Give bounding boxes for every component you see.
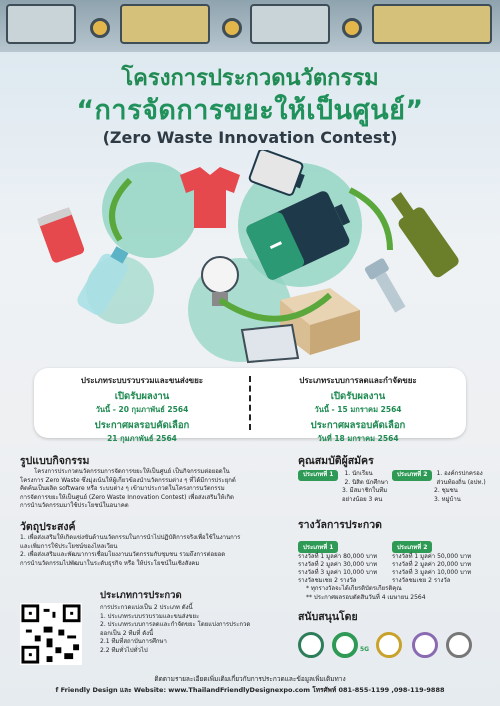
dates-left-open-label: เปิดรับผลงาน [114, 391, 170, 402]
prize-line: รางวัลชมเชย 2 รางวัล [392, 577, 451, 584]
prizes-title: รางวัลการประกวด [298, 519, 382, 531]
prize-note: * ทุกรางวัลจะได้เกียรติบัตรเกียรติคุณ [306, 585, 402, 592]
prizes-type1-badge: ประเภทที่ 1 [298, 541, 338, 553]
prize-line: รางวัลที่ 1 มูลค่า 50,000 บาท [392, 553, 472, 560]
qualification-title: คุณสมบัติผู้สมัคร [298, 455, 374, 467]
contest-type-line: 2.1 ทีมที่สถาบันการศึกษา [100, 638, 167, 645]
prize-line: รางวัลที่ 2 มูลค่า 20,000 บาท [392, 561, 472, 568]
prize-line: รางวัลชมเชย 2 รางวัล [298, 577, 357, 584]
sponsor-logo [332, 632, 358, 658]
sponsor-logo [376, 632, 402, 658]
dates-left-column [42, 374, 242, 445]
activity-line: โครงการ Zero Waste ซึ่งมุ่งเน้นให้ผู้เกี่ยวข้องนำนวัตกรรมต่าง ๆ ที่ได้มีการประยุกต์ [20, 476, 236, 484]
qualification-type1 [298, 470, 390, 504]
footer-line2: f Friendly Design และ Website: www.ThailandFriendlyDesignexpo.com โทรศัพท์ 081-855-1199 ,098-119-9888 [55, 686, 445, 694]
can-icon [37, 207, 85, 264]
contest-type-line: การประกวดแบ่งเป็น 2 ประเภท ดังนี้ [100, 604, 193, 611]
activity-line: การจัดการขยะให้เป็นศูนย์ (Zero Waste Innovation Contest) เพื่อส่งเสริมให้เกิด [20, 493, 234, 501]
prize-line: รางวัลที่ 2 มูลค่า 30,000 บาท [298, 561, 378, 568]
machine-illustration [372, 4, 492, 44]
title-line3: (Zero Waste Innovation Contest) [102, 128, 398, 147]
sponsors-title: สนับสนุนโดย [298, 611, 358, 623]
sponsor-logo [298, 632, 324, 658]
sponsor-logo [412, 632, 438, 658]
waste-illustration [30, 150, 470, 368]
qualification-item: อย่างน้อย 3 คน [342, 495, 383, 503]
dates-left-open-date: วันนี้ - 20 กุมภาพันธ์ 2564 [95, 405, 189, 414]
objective-title: วัตถุประสงค์ [20, 521, 76, 533]
sponsor-logo-text: 5G [360, 646, 370, 653]
machine-illustration [6, 4, 76, 44]
dates-right-open-date: วันนี้ - 15 มกราคม 2564 [314, 405, 402, 414]
qualification-item: ส่วนท้องถิ่น (อปท.) [436, 478, 486, 486]
contest-type-line: 1. ประเภทระบบรวบรวมและขนส่งขยะ [100, 612, 200, 620]
sponsor-logo [446, 632, 472, 658]
dates-left-heading: ประเภทระบบรวบรวมและขนส่งขยะ [80, 376, 204, 385]
dates-left-announce-label: ประกาศผลรอบคัดเลือก [94, 420, 190, 431]
screw-icon [364, 257, 410, 315]
submission-dates-box [34, 368, 466, 443]
contest-type-body [100, 604, 290, 655]
sponsor-logos [296, 628, 476, 668]
qualification-item: 3. หมู่บ้าน [434, 495, 461, 503]
contest-type-line: 2. ประเภทระบบการลดและกำจัดขยะ โดยแบ่งการประกวด [100, 621, 251, 628]
activity-line: คิดค้นเป็นผลิต software หรือ ระบบต่าง ๆ เข้ามาประกวดในโครงการนวัตกรรม [20, 485, 225, 492]
qualification-type2-badge: ประเภทที่ 2 [392, 470, 432, 481]
prizes-type2 [392, 534, 486, 585]
prize-line: รางวัลที่ 3 มูลค่า 10,000 บาท [298, 569, 378, 576]
objective-line: การนำนวัตกรรมไปพัฒนาในระดับธุรกิจ หรือ ให้ประโยชน์ในเชิงสังคม [20, 559, 200, 567]
qualification-type2 [392, 470, 486, 504]
dates-right-column [258, 374, 458, 445]
prize-note: ** ประกาศผลรอบตัดสินวันที่ 4 เมษายน 2564 [306, 594, 426, 601]
gear-icon [222, 18, 242, 38]
dates-right-open-label: เปิดรับผลงาน [330, 391, 386, 402]
objective-line: และเพิ่มการใช้ประโยชน์ของไหลเวียน [20, 542, 118, 550]
qualification-item: 1. นักเรียน [344, 470, 373, 477]
dates-right-announce-label: ประกาศผลรอบคัดเลือก [310, 420, 406, 431]
objective-line: 1. เพื่อส่งเสริมให้เกิดแข่งขันด้านนวัตกรรมในการนำไปปฏิบัติการจริงเพื่อใช้ในงานการ [20, 534, 241, 541]
laptop-icon [242, 325, 298, 362]
activity-line: การนำนวัตกรรมมาใช้ประโยชน์ในอนาคต [20, 502, 129, 509]
title-line2: “การจัดการขยะให้เป็นศูนย์” [76, 95, 424, 126]
dates-right-announce-date: วันที่ 18 มกราคม 2564 [317, 434, 399, 443]
contest-type-title: ประเภทการประกวด [100, 590, 182, 601]
prize-line: รางวัลที่ 3 มูลค่า 10,000 บาท [392, 569, 472, 576]
machine-illustration [250, 4, 330, 44]
qr-code[interactable] [20, 603, 82, 665]
qualification-item: 1. องค์กรปกครอง [436, 470, 483, 477]
machinery-banner [0, 0, 500, 52]
qualification-item: 2. ชุมชน [434, 487, 458, 494]
title-line1: โครงการประกวดนวัตกรรม [121, 66, 379, 91]
prize-line: รางวัลที่ 1 มูลค่า 80,000 บาท [298, 553, 378, 560]
qualification-item: 2. นิสิต นักศึกษา [344, 478, 389, 486]
dates-left-announce-date: 21 กุมภาพันธ์ 2564 [107, 434, 177, 443]
qualification-type1-badge: ประเภทที่ 1 [298, 470, 338, 481]
contest-type-line: 2.2 ทีมทั่วไปทั่วไป [100, 646, 148, 654]
prizes-type2-badge: ประเภทที่ 2 [392, 541, 432, 553]
machine-illustration [120, 4, 210, 44]
objective-body [20, 534, 288, 568]
contest-type-line: ออกเป็น 2 ทีมที่ ดังนี้ [100, 629, 154, 637]
activity-body [20, 468, 288, 511]
objective-line: 2. เพื่อส่งเสริมและพัฒนาการเชื่อมโยงงานนวัตกรรมกับชุมชน รวมถึงการต่อยอด [20, 551, 226, 558]
gear-icon [90, 18, 110, 38]
glass-bottle-icon [384, 187, 461, 280]
footer-line1: ติดตามรายละเอียดเพิ่มเติมเกี่ยวกับการประกวดและข้อมูลเพิ่มเติมทาง [154, 675, 346, 683]
dates-right-heading: ประเภทระบบการลดและกำจัดขยะ [299, 376, 417, 385]
gear-icon [342, 18, 362, 38]
qualification-item: 3. มีสมาชิกในทีม [342, 487, 388, 494]
prizes-type1 [298, 534, 388, 585]
dashed-divider [249, 376, 251, 430]
activity-title: รูปแบบกิจกรรม [20, 455, 90, 467]
activity-line: โครงการประกวดนวัตกรรมการจัดการขยะให้เป็นศูนย์ เป็นกิจกรรมต่อยอดใน [34, 468, 230, 475]
